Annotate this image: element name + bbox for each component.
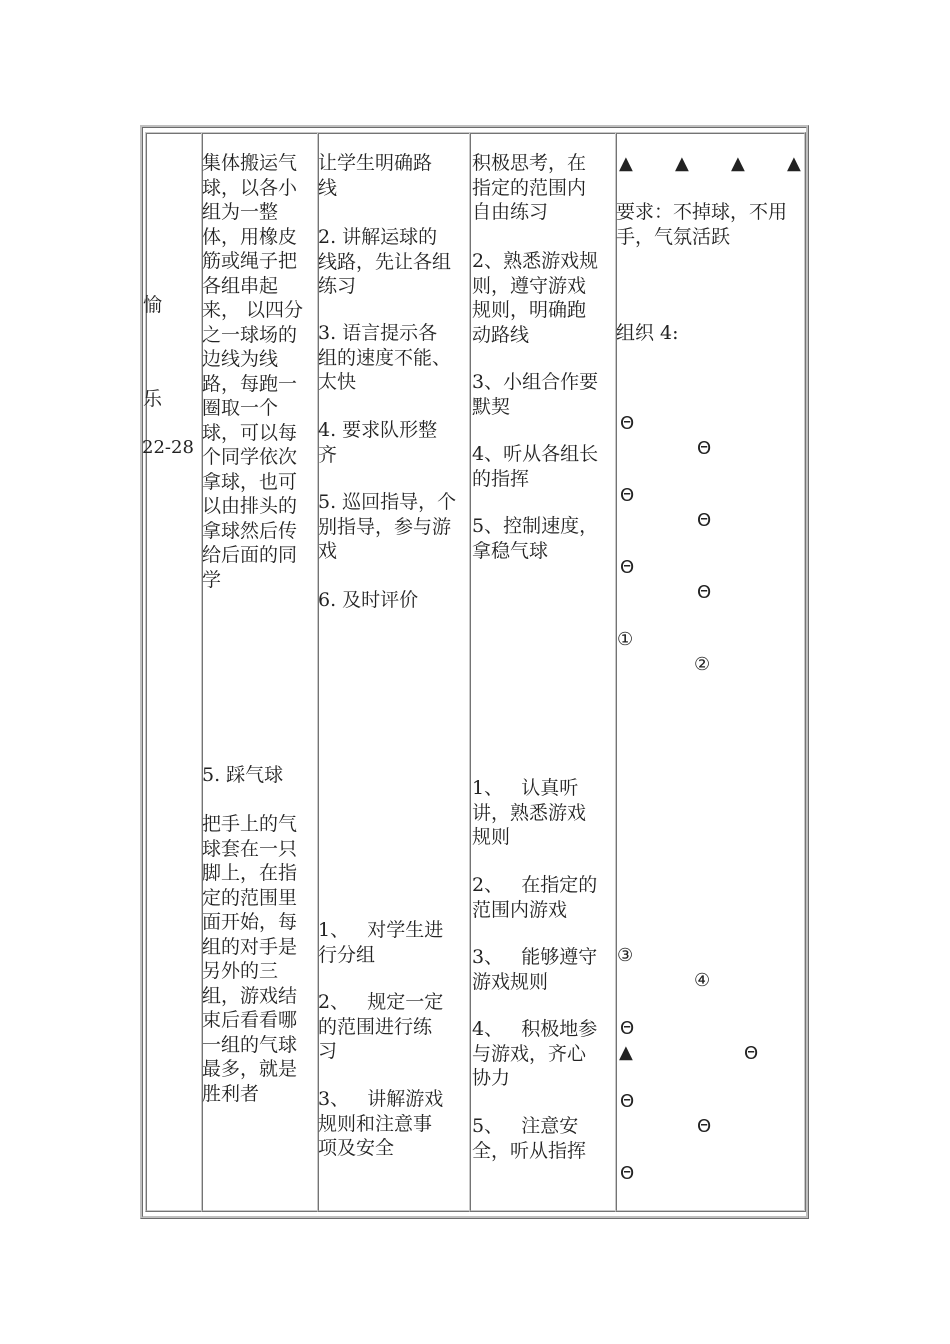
text-line: 范围内游戏 (472, 898, 568, 921)
text-line: 最多，就是 (202, 1058, 298, 1080)
text-line: 4、听从各组长 (472, 443, 599, 465)
text-line: 之一球场的 (202, 323, 298, 346)
text-line: 以由排头的 (202, 495, 298, 517)
student-marker-icon: Θ (697, 510, 712, 531)
text-line: 组为一整 (202, 201, 279, 223)
group-number-2: ② (694, 654, 711, 675)
text-line: 4、 积极地参 (472, 1018, 598, 1040)
student-marker-icon: Θ (620, 1163, 635, 1184)
text-line: 2. 讲解运球的 (318, 226, 438, 248)
text-line: 6. 及时评价 (318, 589, 419, 611)
content-heading-2: 5. 踩气球 (202, 764, 284, 786)
column-organization (615, 132, 806, 1212)
student-marker-icon: Θ (620, 413, 635, 434)
text-line: 行分组 (318, 943, 376, 966)
text-line: 2、 在指定的 (472, 874, 598, 896)
text-line: 一组的气球 (202, 1033, 298, 1056)
text-line: 练习 (318, 275, 357, 297)
text-line: 3. 语言提示各 (318, 322, 438, 344)
student-marker-icon: Θ (697, 438, 712, 459)
text-line: 别指导，参与游 (318, 515, 452, 538)
text-line: 拿球，也可 (202, 470, 298, 493)
text-line: 习 (318, 1040, 338, 1062)
student-marker-icon: Θ (620, 1091, 635, 1112)
text-line: 让学生明确路 (318, 152, 433, 174)
text-line: 戏 (318, 540, 338, 562)
text-line: 5、 注意安 (472, 1115, 579, 1137)
text-line: 指定的范围内 (472, 176, 587, 199)
text-line: 协力 (472, 1067, 511, 1089)
text-line: 把手上的气 (202, 813, 298, 835)
group-number-1: ① (617, 629, 634, 650)
triangle-icon: ▲ (619, 153, 633, 174)
text-line: 3、小组合作要 (472, 371, 599, 393)
text-line: 4. 要求队形整 (318, 419, 438, 441)
text-line: 组的对手是 (202, 935, 298, 958)
triangle-icon: ▲ (675, 153, 689, 174)
text-line: 组，游戏结 (202, 984, 298, 1007)
text-line: 规则和注意事 (318, 1112, 433, 1135)
text-line: 球，可以每 (202, 421, 298, 444)
text-line: 线路，先让各组 (318, 250, 452, 273)
student-marker-icon: Θ (620, 1018, 635, 1039)
text-line: 2、 规定一定 (318, 991, 444, 1013)
text-line: 另外的三 (202, 960, 279, 982)
text-line: 5、控制速度， (472, 515, 599, 537)
text-line: 边线为线 (202, 348, 279, 370)
requirement-line-1: 要求：不掉球，不用 (616, 201, 788, 223)
text-line: 的指挥 (472, 467, 530, 490)
text-line: 束后看看哪 (202, 1009, 298, 1031)
text-line: 则，遵守游戏 (472, 274, 587, 297)
text-line: 路，每跑一 (202, 372, 298, 395)
text-line: 1、 对学生进 (318, 919, 444, 941)
requirement-line-2: 手，气氛活跃 (616, 226, 731, 248)
text-line: 定的范围里 (202, 886, 298, 909)
text-line: 组的速度不能、 (318, 346, 452, 369)
student-marker-icon: Θ (697, 1116, 712, 1137)
text-line: 积极思考，在 (472, 152, 587, 174)
organization-label: 组织 4: (616, 322, 679, 344)
text-line: 拿稳气球 (472, 539, 549, 562)
text-line: 游戏规则 (472, 970, 549, 993)
section-label-1: 愉 (143, 294, 163, 316)
text-line: 球套在一只 (202, 837, 298, 860)
triangle-icon: ▲ (787, 153, 801, 174)
text-line: 动路线 (472, 323, 530, 346)
text-line: 圈取一个 (202, 397, 279, 419)
section-time: 22-28 (142, 437, 194, 458)
text-line: 筋或绳子把 (202, 250, 298, 272)
text-line: 项及安全 (318, 1137, 395, 1159)
text-line: 线 (318, 176, 338, 199)
group-number-4: ④ (694, 970, 711, 991)
text-line: 面开始，每 (202, 911, 298, 933)
text-line: 与游戏，齐心 (472, 1042, 587, 1065)
text-line: 自由练习 (472, 201, 549, 223)
text-line: 讲，熟悉游戏 (472, 801, 587, 824)
text-line: 2、熟悉游戏规 (472, 250, 599, 272)
student-marker-icon: Θ (620, 557, 635, 578)
text-line: 球，以各小 (202, 176, 298, 199)
text-line: 全，听从指挥 (472, 1139, 587, 1162)
text-line: 个同学依次 (202, 446, 298, 468)
text-line: 来， 以四分 (202, 299, 304, 321)
text-line: 太快 (318, 371, 357, 393)
student-marker-icon: Θ (620, 485, 635, 506)
text-line: 脚上，在指 (202, 862, 298, 884)
text-line: 集体搬运气 (202, 152, 298, 174)
triangle-icon: ▲ (619, 1042, 633, 1063)
student-marker-icon: Θ (744, 1043, 759, 1064)
text-line: 拿球然后传 (202, 519, 298, 542)
text-line: 学 (202, 568, 222, 591)
text-line: 体，用橡皮 (202, 225, 298, 248)
text-line: 1、 认真听 (472, 777, 579, 799)
text-line: 的范围进行练 (318, 1015, 433, 1038)
text-line: 各组串起 (202, 274, 279, 297)
section-label-2: 乐 (143, 388, 163, 410)
text-line: 默契 (472, 395, 511, 418)
text-line: 3、 能够遵守 (472, 946, 598, 968)
text-line: 给后面的同 (202, 544, 298, 566)
text-line: 3、 讲解游戏 (318, 1088, 444, 1110)
student-marker-icon: Θ (697, 582, 712, 603)
text-line: 5. 巡回指导，个 (318, 491, 457, 513)
text-line: 齐 (318, 443, 338, 466)
triangle-icon: ▲ (731, 153, 745, 174)
text-line: 规则 (472, 826, 511, 848)
group-number-3: ③ (617, 945, 634, 966)
text-line: 胜利者 (202, 1082, 260, 1105)
text-line: 规则，明确跑 (472, 299, 587, 321)
